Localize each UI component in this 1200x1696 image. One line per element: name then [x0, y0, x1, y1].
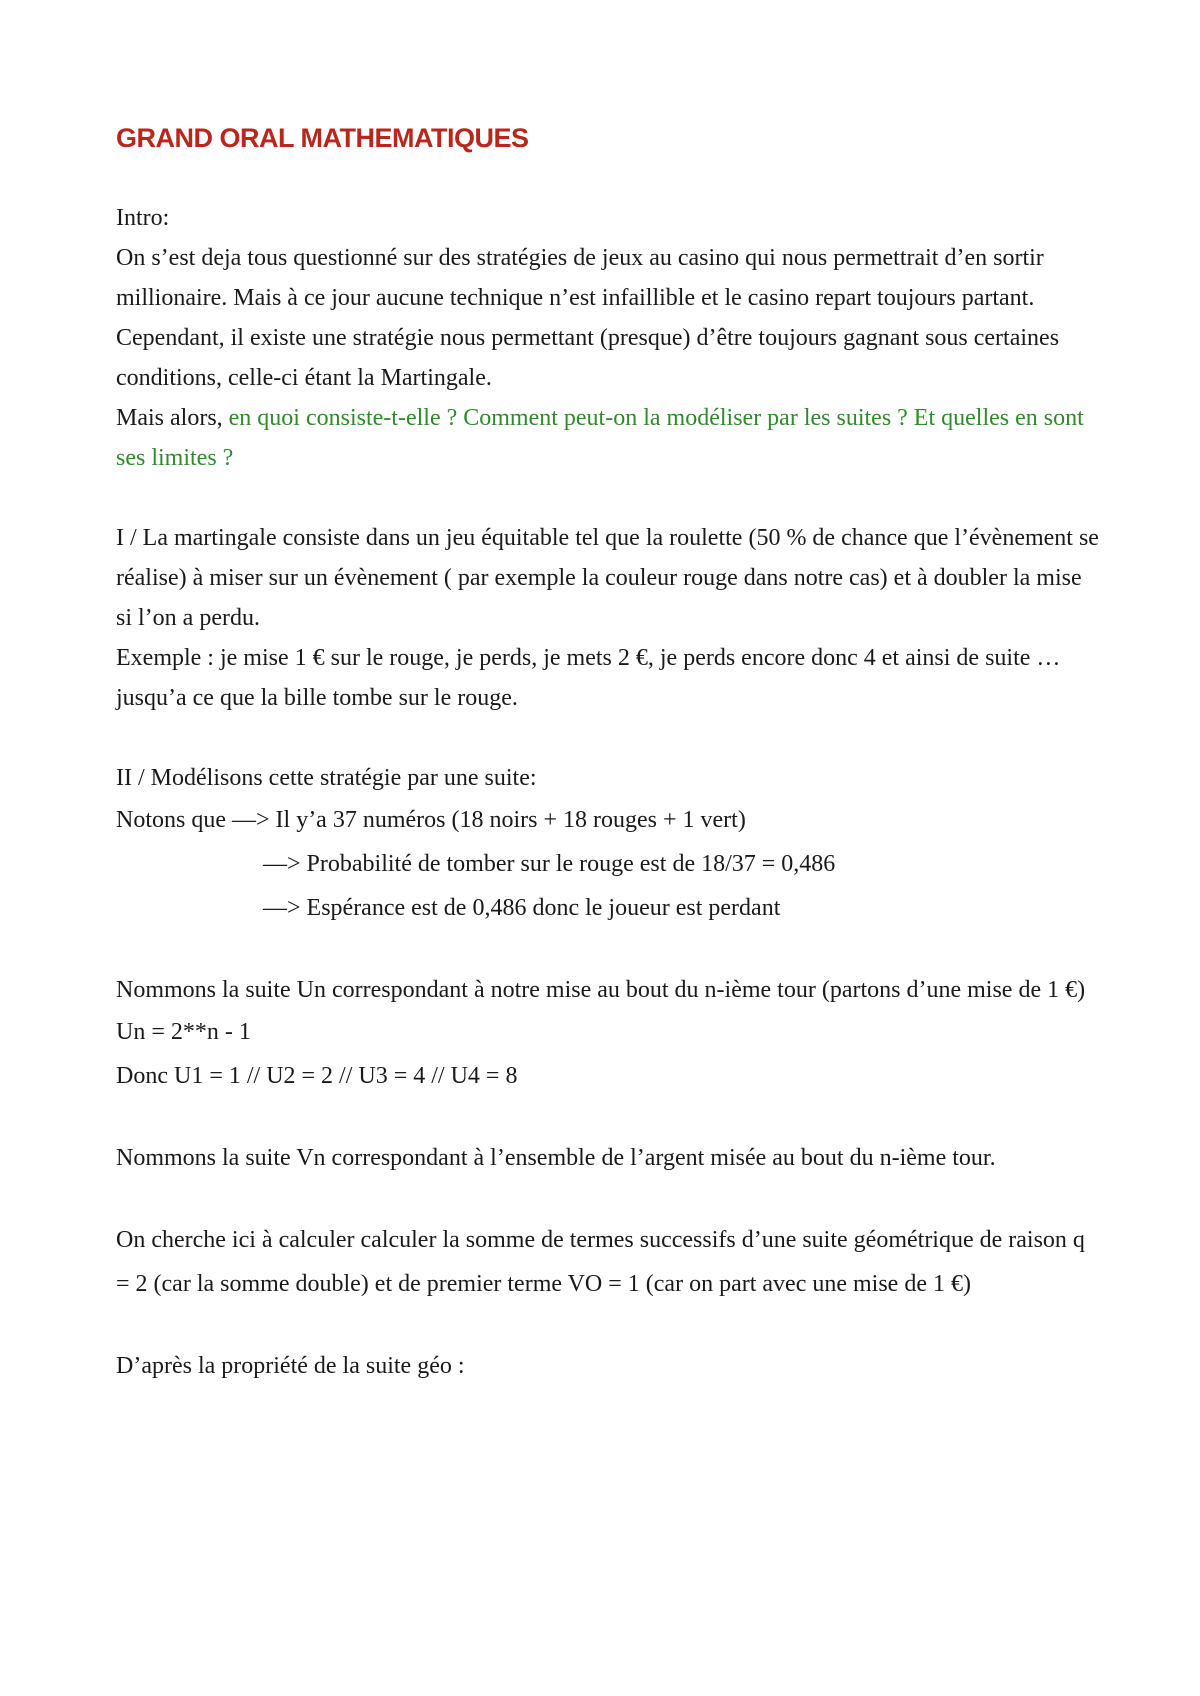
un-values: Donc U1 = 1 // U2 = 2 // U3 = 4 // U4 = 8: [116, 1063, 518, 1089]
note-line-2: —> Probabilité de tomber sur le rouge est de 18/37 = 0,486: [263, 851, 836, 877]
problematic-lead: Mais alors,: [116, 405, 229, 431]
note-line-1: Notons que —> Il y’a 37 numéros (18 noirs + 18 rouges + 1 vert): [116, 807, 746, 833]
intro-paragraph: On s’est deja tous questionné sur des stratégies de jeux au casino qui nous permettrait d’en sortir millionaire. Mais à ce jour aucune technique n’est infaillible et le casino repart toujours partant. Cependant, il existe une stratégie nous permettant (presque) d’être toujours gagnant sous certaines conditions, celle-ci étant la Martingale.: [116, 245, 1060, 391]
note-line-3: —> Espérance est de 0,486 donc le joueur est perdant: [263, 895, 781, 921]
problematic-question: en quoi consiste-t-elle ? Comment peut-on la modéliser par les suites ? Et quelles en sont ses limites ?: [116, 405, 1084, 471]
un-definition: Nommons la suite Un correspondant à notre mise au bout du n-ième tour (partons d’une mise de 1 €): [116, 977, 1086, 1003]
property-line: D’après la propriété de la suite géo :: [116, 1353, 465, 1379]
document-title: GRAND ORAL MATHEMATIQUES: [116, 123, 529, 153]
vn-definition: Nommons la suite Vn correspondant à l’ensemble de l’argent misée au bout du n-ième tour.: [116, 1145, 996, 1171]
calc-paragraph: On cherche ici à calculer calculer la somme de termes successifs d’une suite géométrique de raison q = 2 (car la somme double) et de premier terme VO = 1 (car on part avec une mise de 1 €): [116, 1227, 1085, 1297]
intro-label: Intro:: [116, 205, 170, 231]
part1-paragraph: I / La martingale consiste dans un jeu équitable tel que la roulette (50 % de chance que l’évènement se réalise) à miser sur un évènement ( par exemple la couleur rouge dans notre cas) et à doubler la mise si l’on a perdu.: [116, 525, 1099, 631]
document-page: [116, 118, 1101, 1386]
part2-heading: II / Modélisons cette stratégie par une suite:: [116, 765, 537, 791]
un-formula: Un = 2**n - 1: [116, 1019, 251, 1045]
problematic-paragraph: [116, 398, 1101, 478]
part1-example: Exemple : je mise 1 € sur le rouge, je perds, je mets 2 €, je perds encore donc 4 et ainsi de suite … jusqu’a ce que la bille tombe sur le rouge.: [116, 645, 1061, 711]
